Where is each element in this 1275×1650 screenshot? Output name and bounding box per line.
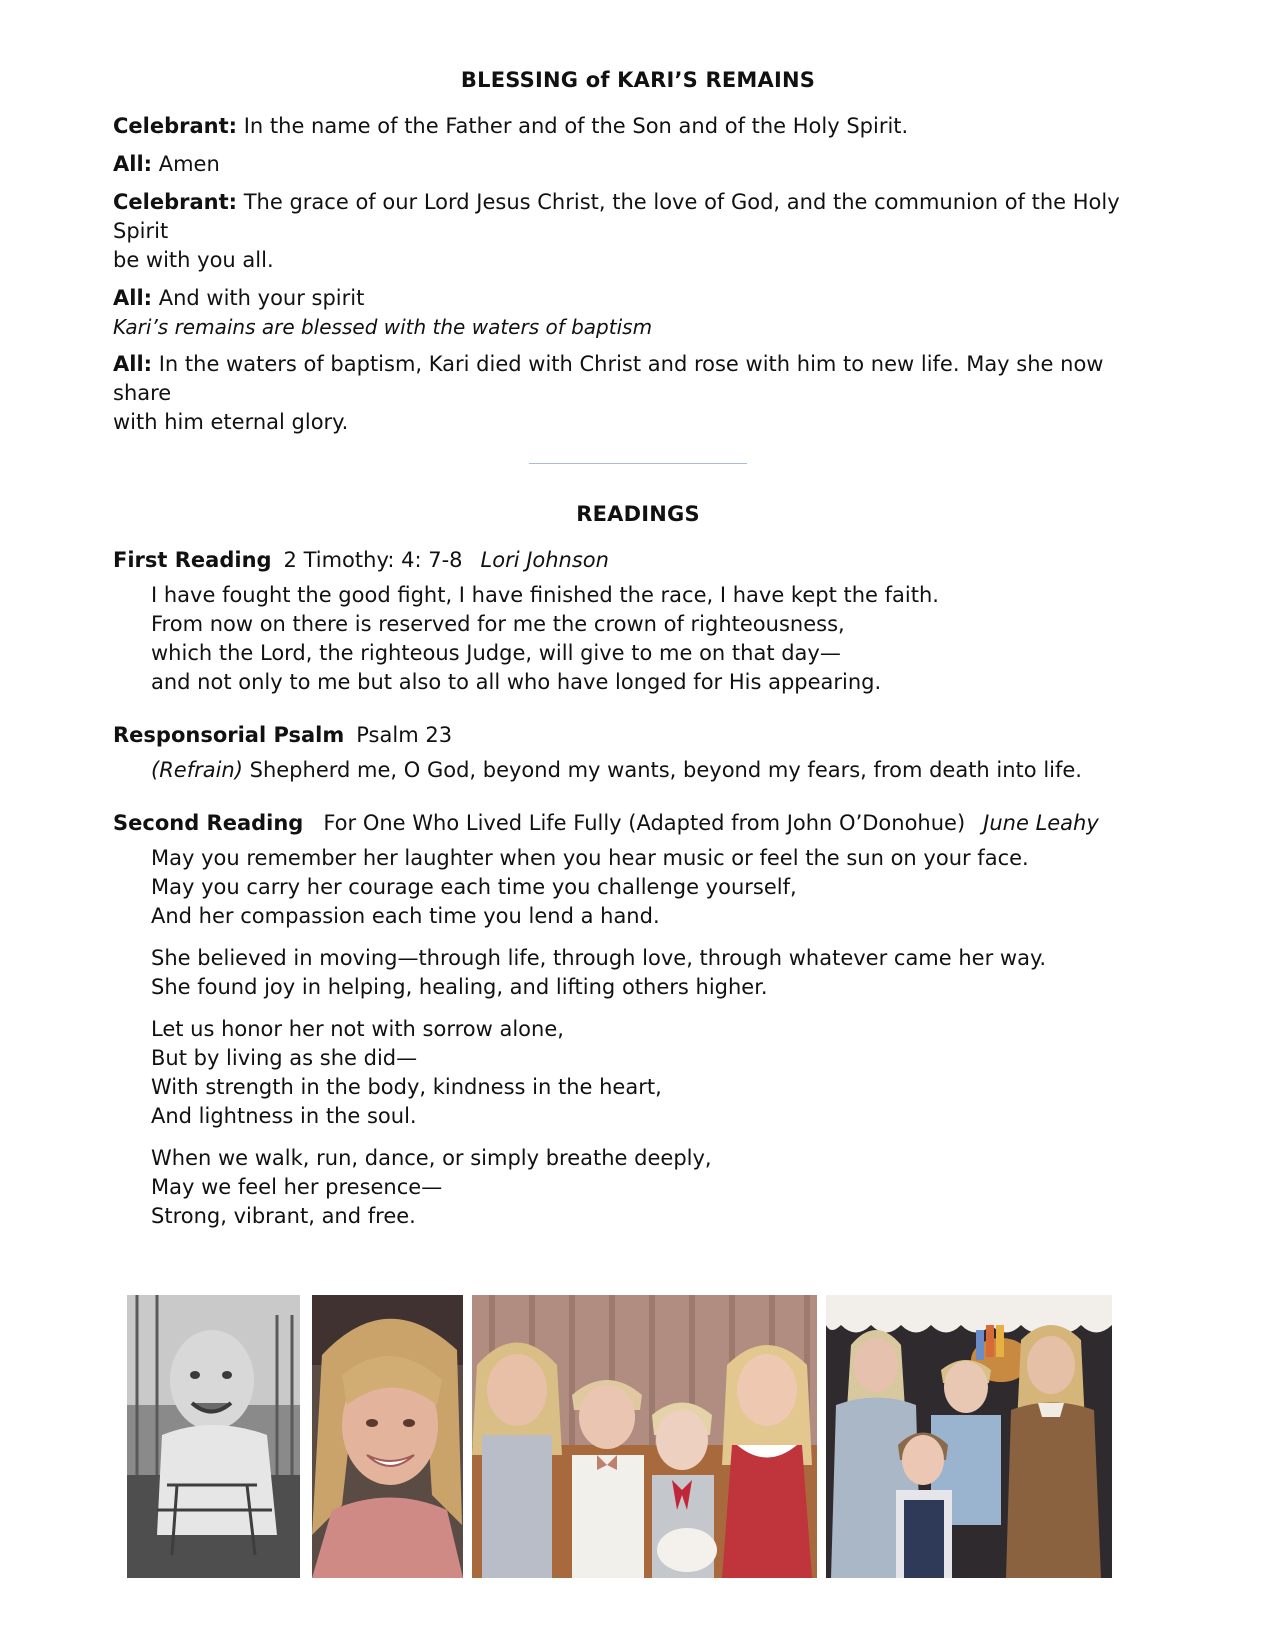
line-text: In the name of the Father and of the Son and of the Holy Spirit. <box>243 114 909 138</box>
verse-line: May we feel her presence— <box>151 1175 443 1199</box>
second-reading-heading <box>113 809 1163 838</box>
line-text: Amen <box>158 152 220 176</box>
document-page <box>113 68 1163 1231</box>
speaker-label: All: <box>113 286 153 310</box>
first-reading-heading <box>113 546 1163 575</box>
rubric-text: Kari’s remains are blessed with the waters of baptism <box>113 315 653 339</box>
verse-line: And lightness in the soul. <box>151 1104 417 1128</box>
readings-title: READINGS <box>576 502 700 526</box>
psalm-refrain <box>113 756 1163 785</box>
refrain-text: Shepherd me, O God, beyond my wants, beyond my fears, from death into life. <box>249 758 1082 782</box>
refrain-line <box>151 756 1163 785</box>
reading-reference: 2 Timothy: 4: 7-8 <box>283 548 463 572</box>
verse-line: She believed in moving—through life, through love, through whatever came her way. <box>151 946 1047 970</box>
verse-line: which the Lord, the righteous Judge, will give to me on that day— <box>151 641 841 665</box>
verse-line: When we walk, run, dance, or simply breathe deeply, <box>151 1146 712 1170</box>
reading-label: Responsorial Psalm <box>113 723 345 747</box>
speaker-label: All: <box>113 152 153 176</box>
verse-line: and not only to me but also to all who have longed for His appearing. <box>151 670 882 694</box>
verse-line: May you remember her laughter when you hear music or feel the sun on your face. <box>151 846 1029 870</box>
line-text-continued: be with you all. <box>113 248 274 272</box>
verse-line: I have fought the good fight, I have finished the race, I have kept the faith. <box>151 583 939 607</box>
line-text: In the waters of baptism, Kari died with Christ and rose with him to new life. May she now share <box>113 352 1104 405</box>
girl-portrait-photo <box>312 1295 463 1578</box>
verse-line: She found joy in helping, healing, and lifting others higher. <box>151 975 768 999</box>
verse-line: And her compassion each time you lend a hand. <box>151 904 660 928</box>
speaker-label: Celebrant: <box>113 190 238 214</box>
line-text-continued: with him eternal glory. <box>113 410 349 434</box>
blessing-line <box>113 350 1163 437</box>
verse-line: From now on there is reserved for me the crown of righteousness, <box>151 612 845 636</box>
line-text: The grace of our Lord Jesus Christ, the love of God, and the communion of the Holy Spirit <box>113 190 1120 243</box>
reading-label: First Reading <box>113 548 272 572</box>
speaker-label: Celebrant: <box>113 114 238 138</box>
blessing-line <box>113 188 1163 275</box>
verse-line: Strong, vibrant, and free. <box>151 1204 416 1228</box>
baby-photo <box>127 1295 300 1578</box>
family-group-photo <box>826 1295 1112 1578</box>
blessing-line <box>113 284 1163 313</box>
reader-name: Lori Johnson <box>480 548 609 572</box>
verse-line: May you carry her courage each time you challenge yourself, <box>151 875 797 899</box>
refrain-tag: (Refrain) <box>151 758 243 782</box>
first-reading-text <box>113 581 1163 697</box>
blessing-title: BLESSING of KARI’S REMAINS <box>460 68 816 92</box>
reader-name: June Leahy <box>983 811 1099 835</box>
blessing-line <box>113 150 1163 179</box>
reading-reference: Psalm 23 <box>356 723 453 747</box>
psalm-heading <box>113 721 1163 750</box>
second-reading-text <box>113 844 1163 1231</box>
verse-line: With strength in the body, kindness in the heart, <box>151 1075 662 1099</box>
line-text: And with your spirit <box>158 286 365 310</box>
verse-line: Let us honor her not with sorrow alone, <box>151 1017 564 1041</box>
reading-label: Second Reading <box>113 811 304 835</box>
blessing-line <box>113 112 1163 141</box>
four-children-photo <box>472 1295 817 1578</box>
verse-line: But by living as she did— <box>151 1046 418 1070</box>
reading-reference: For One Who Lived Life Fully (Adapted from John O’Donohue) <box>323 811 966 835</box>
speaker-label: All: <box>113 352 153 376</box>
